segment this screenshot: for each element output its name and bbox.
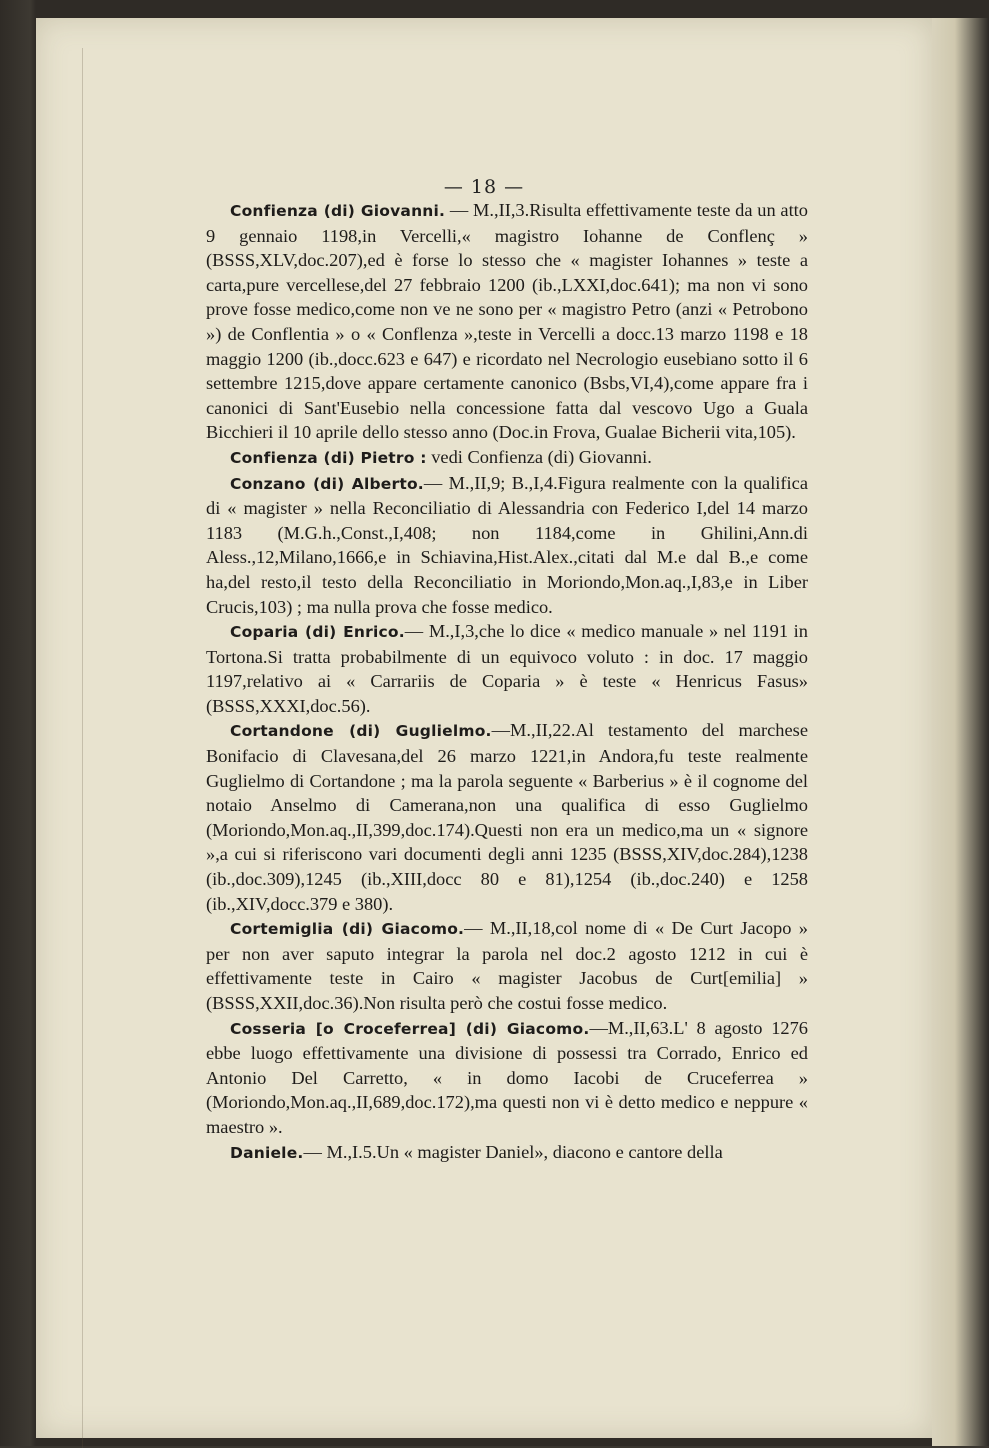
entry-cortemiglia-giacomo bbox=[206, 916, 808, 1015]
entry-cosseria-giacomo bbox=[206, 1016, 808, 1140]
body-text bbox=[206, 198, 808, 1165]
facing-page-edge bbox=[932, 18, 989, 1446]
page-fold-line bbox=[82, 48, 83, 1448]
entry-coparia-enrico bbox=[206, 619, 808, 718]
entry-text: — M.,I,3,che lo dice « medico manuale » nel 1191 in Tortona.Si tratta probabilmente di un equivoco voluto : in doc. 17 maggio 1197,relativo ai « Carrariis de Coparia » è teste « Henricus Fasus» (BSSS,XXXI,doc.56). bbox=[206, 621, 808, 716]
entry-text: — M.,II,18,col nome di « De Curt Jacopo » per non aver saputo integrar la parola nel doc.2 agosto 1212 in cui è effettivamente teste in Cairo « magister Jacobus de Curt[emilia] » (BSSS,XXII,doc.36).Non risulta però che costui fosse medico. bbox=[206, 918, 808, 1013]
entry-heading: Cortandone (di) Guglielmo. bbox=[230, 722, 492, 741]
entry-heading: Conzano (di) Alberto. bbox=[230, 474, 424, 493]
entry-text: vedi Confienza (di) Giovanni. bbox=[426, 446, 652, 467]
entry-text: — M.,II,9; B.,I,4.Figura realmente con la qualifica di « magister » nella Reconciliatio di Alessandria con Federico I,del 14 marzo 1183 (M.G.h.,Const.,I,408; non 1184,come in Ghilini,Ann.di Aless.,12,Milano,1666,e in Schiavina,Hist.Alex.,citati dal M.e dal B.,e come ha,del resto,il testo della Reconciliatio in Moriondo,Mon.aq.,I,83,e in Liber Crucis,103) ; ma nulla prova che fosse medico. bbox=[206, 472, 808, 617]
entry-heading: Cosseria [o Croceferrea] (di) Giacomo. bbox=[230, 1019, 590, 1038]
entry-confienza-giovanni bbox=[206, 198, 808, 445]
entry-heading: Cortemiglia (di) Giacomo. bbox=[230, 920, 465, 939]
entry-heading: Daniele. bbox=[230, 1143, 304, 1162]
entry-conzano-alberto bbox=[206, 471, 808, 620]
entry-text: — M.,II,3.Risulta effettivamente teste da un atto 9 gennaio 1198,in Vercelli,« magistro Iohanne de Conflenç » (BSSS,XLV,doc.207),ed è forse lo stesso che « magister Iohannes » teste a carta,pure vercellese,del 27 febbraio 1200 (ib.,LXXI,doc.641); ma non vi sono prove fosse medico,come non ve ne sono per « magistro Petro (anzi « Petrobono ») de Conflentia » o « Conflenza »,teste in Vercelli a docc.13 marzo 1198 e 18 maggio 1200 (ib.,docc.623 e 647) e ricordato nel Necrologio eusebiano sotto il 6 settembre 1215,dove appare certamente canonico (Bsbs,VI,4),come appare fra i canonici di Sant'Eusebio nella concessione fatta dal vescovo Ugo a Guala Bicchieri il 10 aprile dello stesso anno (Doc.in Frova, Gualae Bicherii vita,105). bbox=[206, 200, 808, 443]
entry-text: —M.,II,22.Al testamento del marchese Bonifacio di Clavesana,del 26 marzo 1221,in Andora,fu teste realmente Guglielmo di Cortandone ; ma la parola seguente « Barberius » è il cognome del notaio Anselmo di Camerana,non una qualifica di esso Guglielmo (Moriondo,Mon.aq.,II,399,doc.174).Questi non era un medico,ma un « signore »,a cui si riferiscono vari documenti degli anni 1235 (BSSS,XIV,doc.284),1238 (ib.,doc.309),1245 (ib.,XIII,docc 80 e 81),1254 (ib.,doc.240) e 1258 (ib.,XIV,docc.379 e 380). bbox=[206, 720, 808, 914]
entry-cortandone-guglielmo bbox=[206, 718, 808, 916]
entry-text: —M.,II,63.L' 8 agosto 1276 ebbe luogo effettivamente una divisione di possessi tra Corrado, Enrico ed Antonio Del Carretto, « in domo Iacobi de Cruceferrea » (Moriondo,Mon.aq.,II,689,doc.172),ma questi non vi è detto medico e neppure « maestro ». bbox=[206, 1017, 809, 1137]
entry-text: — M.,I.5.Un « magister Daniel», diacono e cantore della bbox=[303, 1141, 723, 1162]
page-number: — 18 — bbox=[443, 176, 525, 198]
entry-heading: Confienza (di) Giovanni. bbox=[230, 202, 446, 220]
entry-daniele bbox=[206, 1140, 808, 1166]
entry-confienza-pietro bbox=[206, 445, 808, 471]
entry-heading: Coparia (di) Enrico. bbox=[230, 623, 405, 642]
entry-heading: Confienza (di) Pietro : bbox=[230, 448, 427, 467]
